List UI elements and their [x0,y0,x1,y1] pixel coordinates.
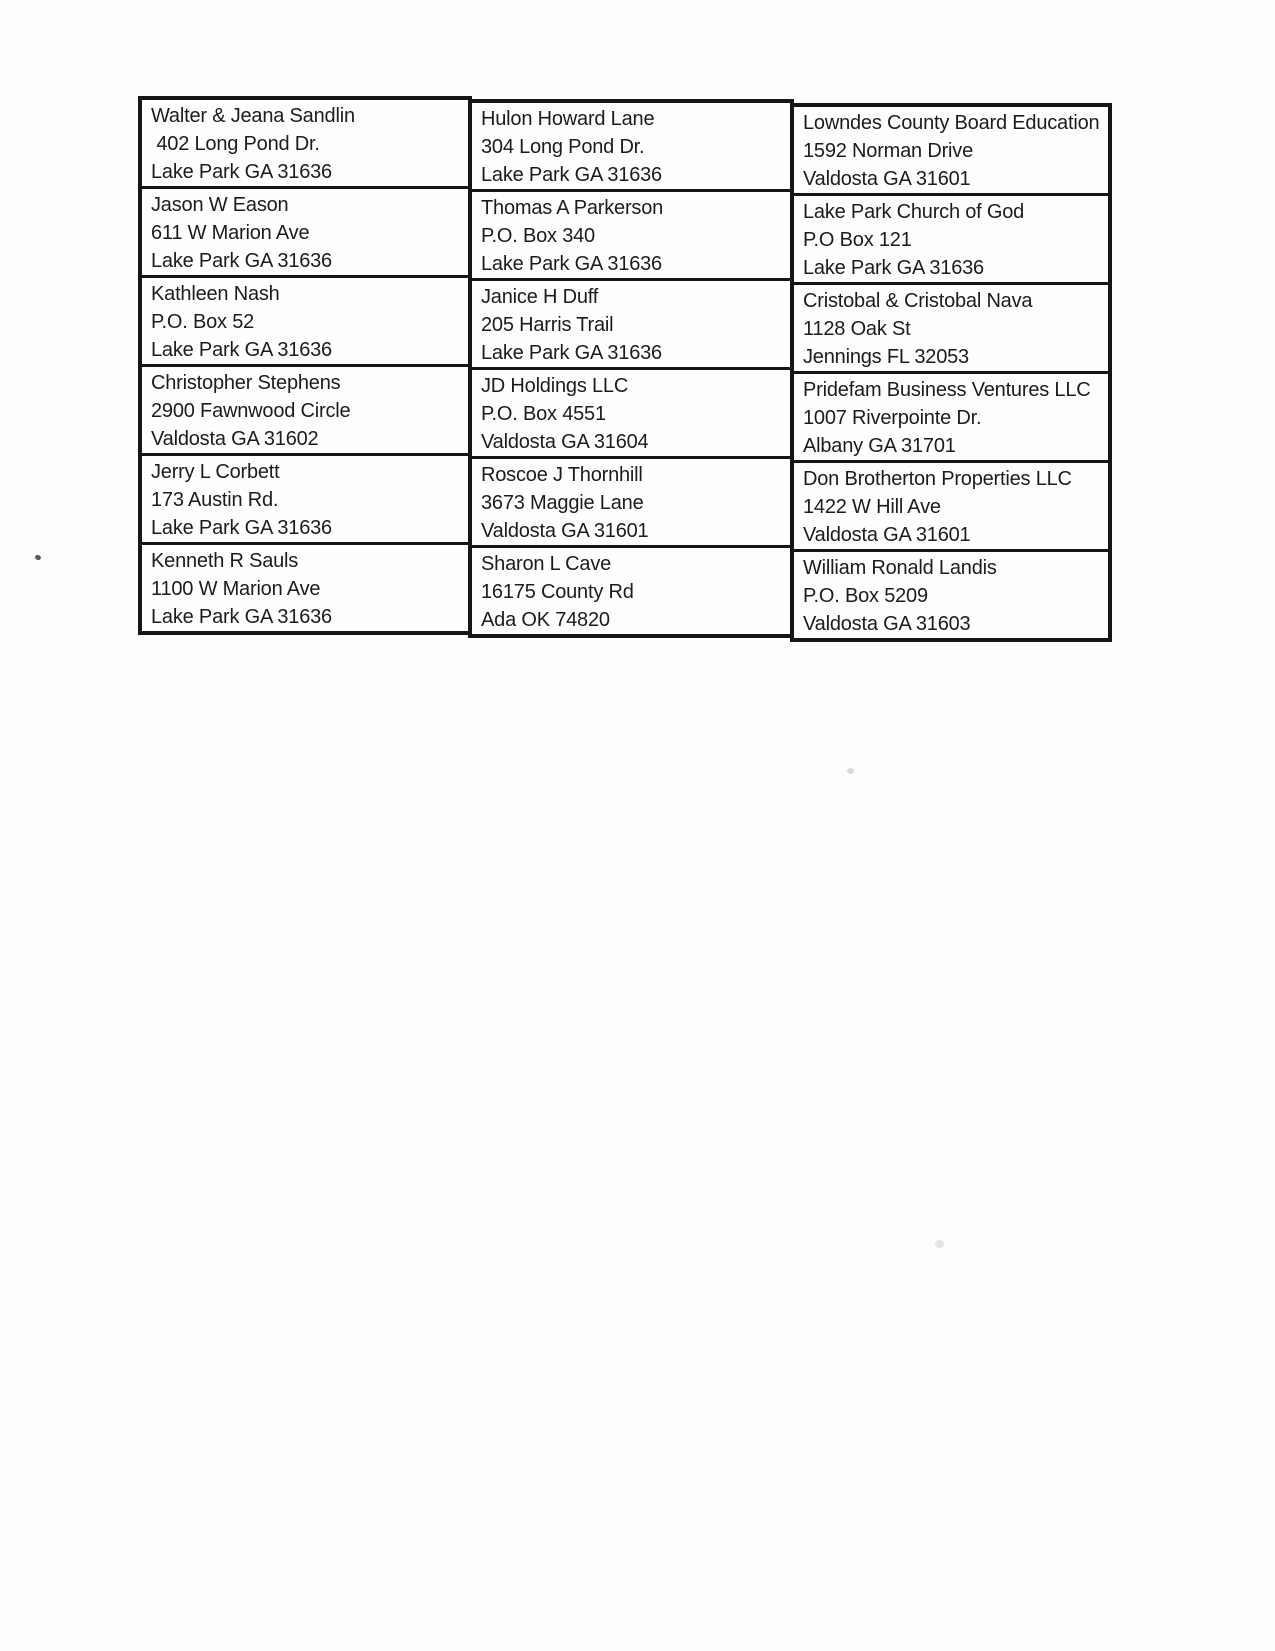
address-line: Sharon L Cave [481,553,612,575]
address-line: Kenneth R Sauls [151,550,299,572]
address-table-column-3 [790,103,1112,642]
address-line: Kathleen Nash [151,283,280,305]
address-label [142,453,468,542]
address-line: Jason W Eason [151,194,289,216]
address-line: Hulon Howard Lane [481,108,655,130]
address-line: Cristobal & Cristobal Nava [803,290,1033,312]
address-line: 3673 Maggie Lane [481,492,644,514]
address-line: Lake Park GA 31636 [481,342,662,364]
address-line: Lake Park GA 31636 [151,339,332,361]
address-label [794,549,1108,638]
address-line: P.O. Box 4551 [481,403,606,425]
address-line: Albany GA 31701 [803,435,956,457]
address-line: 402 Long Pond Dr. [151,133,320,155]
address-line: Thomas A Parkerson [481,197,664,219]
address-line: Don Brotherton Properties LLC [803,468,1072,490]
address-line: 1100 W Marion Ave [151,578,321,600]
address-line: Lake Park GA 31636 [151,517,332,539]
address-line: Jennings FL 32053 [803,346,969,368]
address-line: 1422 W Hill Ave [803,496,941,518]
address-label [794,460,1108,549]
address-line: P.O. Box 52 [151,311,255,333]
address-line: William Ronald Landis [803,557,997,579]
address-label [142,542,468,631]
address-line: P.O. Box 5209 [803,585,928,607]
address-line: Lowndes County Board Education [803,112,1100,134]
address-line: Valdosta GA 31601 [803,524,971,546]
address-table-column-2 [468,99,794,638]
address-line: JD Holdings LLC [481,375,629,397]
address-line: Janice H Duff [481,286,599,308]
address-line: Roscoe J Thornhill [481,464,643,486]
address-label [472,278,790,367]
address-line: 611 W Marion Ave [151,222,310,244]
address-line: 304 Long Pond Dr. [481,136,645,158]
address-line: 1592 Norman Drive [803,140,974,162]
address-label [142,100,468,186]
address-label [472,367,790,456]
address-label [794,107,1108,193]
address-label [794,282,1108,371]
address-line: Valdosta GA 31604 [481,431,649,453]
address-line: Lake Park GA 31636 [151,250,332,272]
address-line: Lake Park GA 31636 [481,164,662,186]
address-table-column-1 [138,96,472,635]
scan-artifact-speck [847,768,854,774]
address-line: 173 Austin Rd. [151,489,279,511]
address-line: Jerry L Corbett [151,461,280,483]
address-label [794,371,1108,460]
address-line: Lake Park GA 31636 [481,253,662,275]
address-line: Walter & Jeana Sandlin [151,105,355,127]
address-label [472,545,790,634]
address-line: Valdosta GA 31601 [803,168,971,190]
address-line: 205 Harris Trail [481,314,614,336]
address-line: 16175 County Rd [481,581,634,603]
address-label [142,364,468,453]
address-label [472,103,790,189]
address-label [142,186,468,275]
address-line: Christopher Stephens [151,372,341,394]
address-label [794,193,1108,282]
address-line: Lake Park GA 31636 [151,161,332,183]
address-line: Valdosta GA 31602 [151,428,319,450]
address-line: 1128 Oak St [803,318,911,340]
scan-artifact-speck [34,554,42,561]
address-label [142,275,468,364]
address-line: Ada OK 74820 [481,609,610,631]
address-line: Valdosta GA 31603 [803,613,971,635]
address-line: 2900 Fawnwood Circle [151,400,351,422]
address-line: Pridefam Business Ventures LLC [803,379,1091,401]
address-line: Lake Park GA 31636 [803,257,984,279]
address-label [472,189,790,278]
address-label [472,456,790,545]
address-line: P.O Box 121 [803,229,912,251]
address-line: 1007 Riverpointe Dr. [803,407,982,429]
address-line: Lake Park GA 31636 [151,606,332,628]
address-line: P.O. Box 340 [481,225,595,247]
scan-artifact-speck [935,1240,944,1248]
address-line: Valdosta GA 31601 [481,520,649,542]
address-line: Lake Park Church of God [803,201,1025,223]
